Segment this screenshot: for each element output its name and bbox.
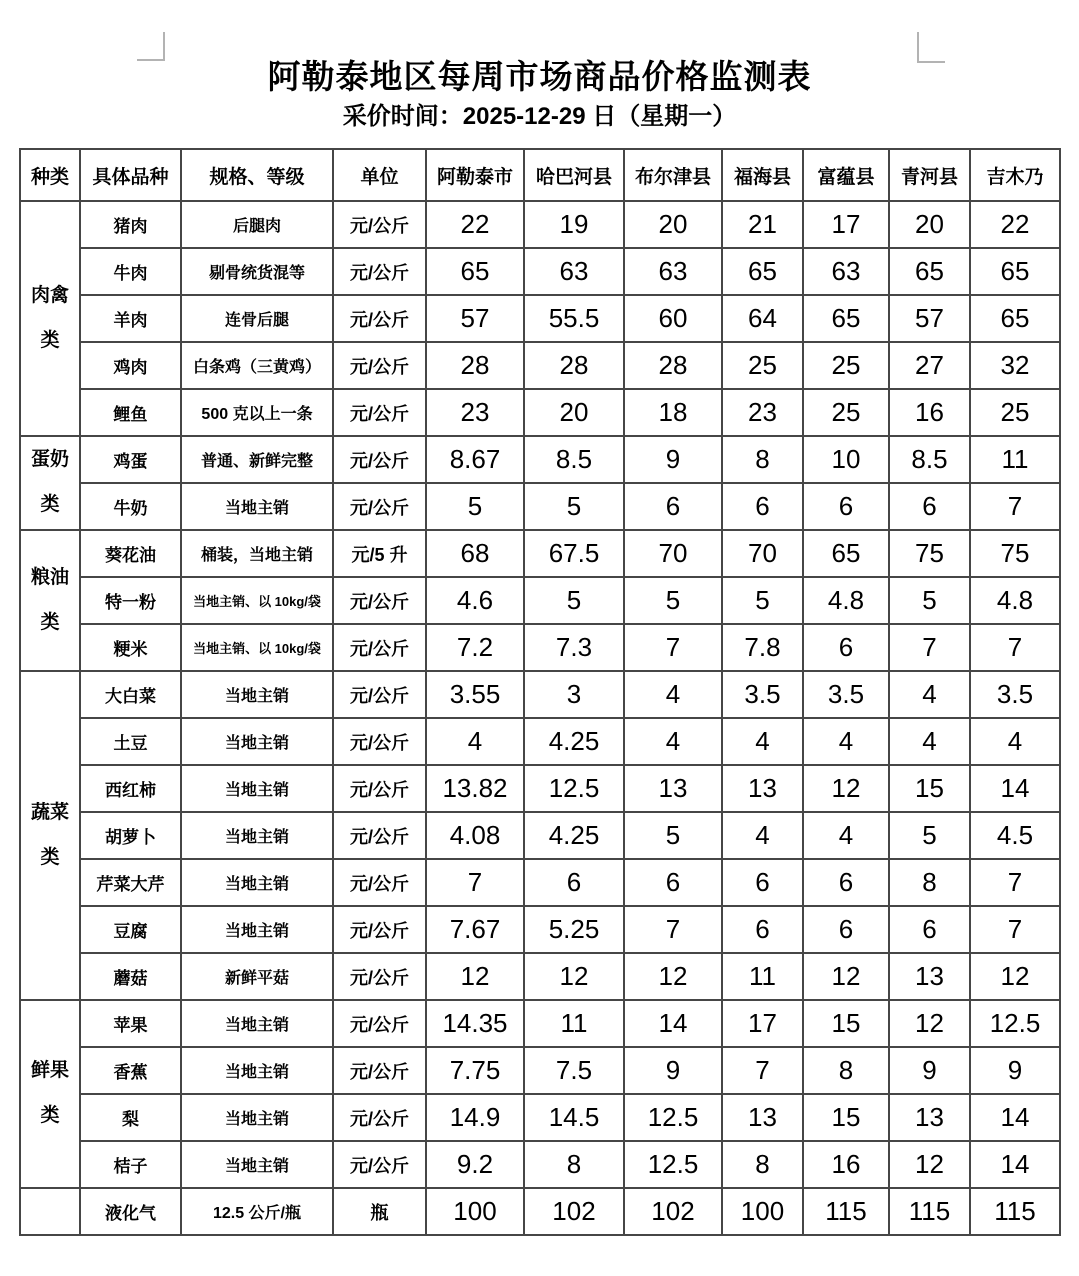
price-table-head [20, 149, 1060, 201]
table-row [20, 389, 1060, 436]
price-cell: 8 [524, 1141, 624, 1188]
price-cell: 68 [426, 530, 524, 577]
item-name-cell: 猪肉 [80, 201, 181, 248]
price-cell: 4 [889, 671, 970, 718]
spec-grade-cell: 当地主销 [181, 1000, 333, 1047]
price-cell: 65 [803, 530, 889, 577]
price-cell: 6 [624, 859, 722, 906]
column-header: 福海县 [722, 149, 803, 201]
price-cell: 7.8 [722, 624, 803, 671]
table-row [20, 1094, 1060, 1141]
price-cell: 4.6 [426, 577, 524, 624]
item-name-cell: 鸡蛋 [80, 436, 181, 483]
price-cell: 7.2 [426, 624, 524, 671]
item-name-cell: 梨 [80, 1094, 181, 1141]
table-row [20, 953, 1060, 1000]
price-cell: 64 [722, 295, 803, 342]
table-row [20, 859, 1060, 906]
price-cell: 9.2 [426, 1141, 524, 1188]
item-name-cell: 蘑菇 [80, 953, 181, 1000]
spec-grade-cell: 后腿肉 [181, 201, 333, 248]
item-name-cell: 特一粉 [80, 577, 181, 624]
price-cell: 7 [624, 624, 722, 671]
price-cell: 15 [889, 765, 970, 812]
item-name-cell: 土豆 [80, 718, 181, 765]
price-cell: 20 [524, 389, 624, 436]
column-header: 单位 [333, 149, 426, 201]
price-cell: 17 [722, 1000, 803, 1047]
unit-cell: 元/公斤 [333, 483, 426, 530]
table-row [20, 1047, 1060, 1094]
price-cell: 5 [722, 577, 803, 624]
price-cell: 4 [624, 718, 722, 765]
item-name-cell: 液化气 [80, 1188, 181, 1235]
price-cell: 5 [426, 483, 524, 530]
price-cell: 7 [970, 859, 1060, 906]
spec-grade-cell: 当地主销 [181, 812, 333, 859]
table-row [20, 436, 1060, 483]
table-row [20, 671, 1060, 718]
item-name-cell: 胡萝卜 [80, 812, 181, 859]
price-cell: 14 [624, 1000, 722, 1047]
column-header: 青河县 [889, 149, 970, 201]
price-cell: 4 [889, 718, 970, 765]
column-header: 阿勒泰市 [426, 149, 524, 201]
item-name-cell: 鲤鱼 [80, 389, 181, 436]
price-cell: 12 [803, 953, 889, 1000]
price-cell: 13 [624, 765, 722, 812]
price-cell: 14 [970, 1141, 1060, 1188]
price-cell: 20 [889, 201, 970, 248]
price-cell: 65 [970, 248, 1060, 295]
price-cell: 115 [970, 1188, 1060, 1235]
price-cell: 12 [970, 953, 1060, 1000]
item-name-cell: 牛肉 [80, 248, 181, 295]
price-cell: 65 [970, 295, 1060, 342]
price-cell: 12.5 [524, 765, 624, 812]
price-cell: 7 [970, 624, 1060, 671]
price-cell: 5 [624, 577, 722, 624]
price-cell: 4.25 [524, 812, 624, 859]
price-cell: 3.5 [803, 671, 889, 718]
price-cell: 4.25 [524, 718, 624, 765]
unit-cell: 元/公斤 [333, 765, 426, 812]
unit-cell: 元/5 升 [333, 530, 426, 577]
spec-grade-cell: 当地主销 [181, 718, 333, 765]
price-cell: 6 [803, 624, 889, 671]
item-name-cell: 豆腐 [80, 906, 181, 953]
price-cell: 12 [624, 953, 722, 1000]
unit-cell: 元/公斤 [333, 1047, 426, 1094]
price-cell: 9 [970, 1047, 1060, 1094]
price-cell: 70 [722, 530, 803, 577]
column-header: 富蕴县 [803, 149, 889, 201]
price-cell: 65 [803, 295, 889, 342]
price-cell: 57 [889, 295, 970, 342]
price-cell: 28 [624, 342, 722, 389]
price-cell: 65 [889, 248, 970, 295]
price-cell: 27 [889, 342, 970, 389]
item-name-cell: 大白菜 [80, 671, 181, 718]
price-cell: 6 [524, 859, 624, 906]
price-cell: 32 [970, 342, 1060, 389]
table-row [20, 765, 1060, 812]
unit-cell: 元/公斤 [333, 718, 426, 765]
table-row [20, 483, 1060, 530]
price-cell: 4.8 [970, 577, 1060, 624]
price-cell: 9 [624, 1047, 722, 1094]
spec-grade-cell: 当地主销、以 10kg/袋 [181, 624, 333, 671]
table-row [20, 1188, 1060, 1235]
price-cell: 63 [803, 248, 889, 295]
price-cell: 25 [970, 389, 1060, 436]
table-row [20, 295, 1060, 342]
price-cell: 14.9 [426, 1094, 524, 1141]
item-name-cell: 芹菜大芹 [80, 859, 181, 906]
price-cell: 25 [722, 342, 803, 389]
unit-cell: 元/公斤 [333, 859, 426, 906]
spec-grade-cell: 当地主销 [181, 1141, 333, 1188]
table-row [20, 530, 1060, 577]
price-cell: 4 [803, 812, 889, 859]
spec-grade-cell: 当地主销 [181, 765, 333, 812]
price-cell: 5 [889, 577, 970, 624]
price-cell: 17 [803, 201, 889, 248]
price-cell: 65 [722, 248, 803, 295]
price-cell: 12 [524, 953, 624, 1000]
price-cell: 7.5 [524, 1047, 624, 1094]
price-cell: 16 [889, 389, 970, 436]
price-cell: 6 [722, 859, 803, 906]
price-cell: 102 [524, 1188, 624, 1235]
column-header: 哈巴河县 [524, 149, 624, 201]
price-cell: 102 [624, 1188, 722, 1235]
price-cell: 63 [524, 248, 624, 295]
price-cell: 5 [889, 812, 970, 859]
spec-grade-cell: 当地主销 [181, 906, 333, 953]
category-cell: 粮油类 [20, 530, 80, 671]
unit-cell: 元/公斤 [333, 906, 426, 953]
price-cell: 12 [426, 953, 524, 1000]
price-cell: 3 [524, 671, 624, 718]
price-cell: 7.67 [426, 906, 524, 953]
price-cell: 7 [970, 483, 1060, 530]
unit-cell: 元/公斤 [333, 1141, 426, 1188]
item-name-cell: 鸡肉 [80, 342, 181, 389]
price-cell: 65 [426, 248, 524, 295]
unit-cell: 元/公斤 [333, 1094, 426, 1141]
table-row [20, 248, 1060, 295]
price-cell: 8.5 [524, 436, 624, 483]
price-cell: 6 [624, 483, 722, 530]
category-cell: 蔬菜类 [20, 671, 80, 1000]
price-cell: 7.75 [426, 1047, 524, 1094]
table-row [20, 1141, 1060, 1188]
price-cell: 7 [889, 624, 970, 671]
spec-grade-cell: 当地主销 [181, 483, 333, 530]
price-cell: 25 [803, 342, 889, 389]
price-cell: 14.35 [426, 1000, 524, 1047]
spec-grade-cell: 普通、新鲜完整 [181, 436, 333, 483]
price-cell: 13 [889, 1094, 970, 1141]
price-cell: 8 [803, 1047, 889, 1094]
unit-cell: 元/公斤 [333, 671, 426, 718]
page-title: 阿勒泰地区每周市场商品价格监测表 [267, 58, 812, 95]
price-table-body [20, 201, 1060, 1235]
spec-grade-cell: 当地主销 [181, 859, 333, 906]
spec-grade-cell: 12.5 公斤/瓶 [181, 1188, 333, 1235]
item-name-cell: 牛奶 [80, 483, 181, 530]
price-cell: 7 [722, 1047, 803, 1094]
header-row [20, 149, 1060, 201]
item-name-cell: 香蕉 [80, 1047, 181, 1094]
spec-grade-cell: 连骨后腿 [181, 295, 333, 342]
price-cell: 18 [624, 389, 722, 436]
unit-cell: 瓶 [333, 1188, 426, 1235]
price-cell: 9 [624, 436, 722, 483]
spec-grade-cell: 当地主销 [181, 1094, 333, 1141]
price-cell: 4 [722, 812, 803, 859]
price-cell: 14 [970, 765, 1060, 812]
table-row [20, 342, 1060, 389]
spec-grade-cell: 当地主销、以 10kg/袋 [181, 577, 333, 624]
table-row [20, 1000, 1060, 1047]
price-cell: 8 [889, 859, 970, 906]
item-name-cell: 西红柿 [80, 765, 181, 812]
table-row [20, 812, 1060, 859]
price-cell: 13 [722, 1094, 803, 1141]
column-header: 具体品种 [80, 149, 181, 201]
price-cell: 12.5 [970, 1000, 1060, 1047]
column-header: 规格、等级 [181, 149, 333, 201]
price-cell: 23 [722, 389, 803, 436]
spec-grade-cell: 当地主销 [181, 1047, 333, 1094]
price-cell: 4.5 [970, 812, 1060, 859]
price-cell: 11 [722, 953, 803, 1000]
table-row [20, 577, 1060, 624]
price-cell: 9 [889, 1047, 970, 1094]
category-cell: 蛋奶类 [20, 436, 80, 530]
spec-grade-cell: 剔骨统货混等 [181, 248, 333, 295]
unit-cell: 元/公斤 [333, 624, 426, 671]
price-cell: 15 [803, 1094, 889, 1141]
price-cell: 100 [722, 1188, 803, 1235]
category-cell: 鲜果类 [20, 1000, 80, 1188]
column-header: 吉木乃 [970, 149, 1060, 201]
price-cell: 6 [803, 483, 889, 530]
price-cell: 6 [722, 906, 803, 953]
price-cell: 5 [524, 483, 624, 530]
price-cell: 13.82 [426, 765, 524, 812]
price-cell: 7.3 [524, 624, 624, 671]
price-cell: 3.5 [722, 671, 803, 718]
price-cell: 25 [803, 389, 889, 436]
table-row [20, 201, 1060, 248]
price-cell: 5 [624, 812, 722, 859]
unit-cell: 元/公斤 [333, 201, 426, 248]
unit-cell: 元/公斤 [333, 342, 426, 389]
price-cell: 100 [426, 1188, 524, 1235]
price-cell: 8 [722, 436, 803, 483]
table-row [20, 906, 1060, 953]
item-name-cell: 苹果 [80, 1000, 181, 1047]
unit-cell: 元/公斤 [333, 389, 426, 436]
unit-cell: 元/公斤 [333, 1000, 426, 1047]
price-cell: 11 [970, 436, 1060, 483]
category-cell: 肉禽类 [20, 201, 80, 436]
price-cell: 12.5 [624, 1094, 722, 1141]
price-cell: 4.08 [426, 812, 524, 859]
price-cell: 12.5 [624, 1141, 722, 1188]
price-cell: 7 [624, 906, 722, 953]
item-name-cell: 桔子 [80, 1141, 181, 1188]
unit-cell: 元/公斤 [333, 953, 426, 1000]
item-name-cell: 羊肉 [80, 295, 181, 342]
price-cell: 4 [426, 718, 524, 765]
price-cell: 60 [624, 295, 722, 342]
price-cell: 12 [889, 1141, 970, 1188]
price-cell: 57 [426, 295, 524, 342]
price-cell: 3.5 [970, 671, 1060, 718]
unit-cell: 元/公斤 [333, 248, 426, 295]
price-cell: 8.5 [889, 436, 970, 483]
price-cell: 115 [889, 1188, 970, 1235]
price-cell: 3.55 [426, 671, 524, 718]
spec-grade-cell: 500 克以上一条 [181, 389, 333, 436]
price-cell: 115 [803, 1188, 889, 1235]
price-cell: 7 [426, 859, 524, 906]
price-cell: 8.67 [426, 436, 524, 483]
spec-grade-cell: 白条鸡（三黄鸡） [181, 342, 333, 389]
column-header: 布尔津县 [624, 149, 722, 201]
price-cell: 6 [803, 906, 889, 953]
item-name-cell: 葵花油 [80, 530, 181, 577]
price-table [19, 148, 1061, 1236]
price-cell: 21 [722, 201, 803, 248]
price-cell: 55.5 [524, 295, 624, 342]
spec-grade-cell: 桶装，当地主销 [181, 530, 333, 577]
price-cell: 13 [889, 953, 970, 1000]
price-cell: 75 [889, 530, 970, 577]
price-cell: 16 [803, 1141, 889, 1188]
price-cell: 4.8 [803, 577, 889, 624]
price-cell: 67.5 [524, 530, 624, 577]
price-cell: 4 [803, 718, 889, 765]
price-cell: 12 [803, 765, 889, 812]
unit-cell: 元/公斤 [333, 295, 426, 342]
price-cell: 15 [803, 1000, 889, 1047]
price-cell: 14.5 [524, 1094, 624, 1141]
column-header: 种类 [20, 149, 80, 201]
price-cell: 6 [803, 859, 889, 906]
item-name-cell: 粳米 [80, 624, 181, 671]
price-cell: 13 [722, 765, 803, 812]
price-cell: 23 [426, 389, 524, 436]
spec-grade-cell: 新鲜平菇 [181, 953, 333, 1000]
price-cell: 6 [889, 906, 970, 953]
price-cell: 6 [722, 483, 803, 530]
price-cell: 22 [426, 201, 524, 248]
unit-cell: 元/公斤 [333, 577, 426, 624]
price-cell: 28 [524, 342, 624, 389]
price-cell: 5.25 [524, 906, 624, 953]
price-cell: 70 [624, 530, 722, 577]
price-cell: 28 [426, 342, 524, 389]
price-cell: 14 [970, 1094, 1060, 1141]
price-cell: 10 [803, 436, 889, 483]
table-row [20, 718, 1060, 765]
price-cell: 4 [624, 671, 722, 718]
category-cell [20, 1188, 80, 1235]
price-cell: 7 [970, 906, 1060, 953]
price-cell: 4 [722, 718, 803, 765]
unit-cell: 元/公斤 [333, 812, 426, 859]
price-cell: 20 [624, 201, 722, 248]
table-row [20, 624, 1060, 671]
price-cell: 6 [889, 483, 970, 530]
price-cell: 11 [524, 1000, 624, 1047]
price-cell: 19 [524, 201, 624, 248]
price-cell: 63 [624, 248, 722, 295]
price-cell: 8 [722, 1141, 803, 1188]
price-cell: 75 [970, 530, 1060, 577]
price-cell: 12 [889, 1000, 970, 1047]
price-cell: 4 [970, 718, 1060, 765]
price-cell: 22 [970, 201, 1060, 248]
price-cell: 5 [524, 577, 624, 624]
page-subtitle: 采价时间：2025-12-29 日（星期一） [342, 103, 737, 130]
spec-grade-cell: 当地主销 [181, 671, 333, 718]
unit-cell: 元/公斤 [333, 436, 426, 483]
